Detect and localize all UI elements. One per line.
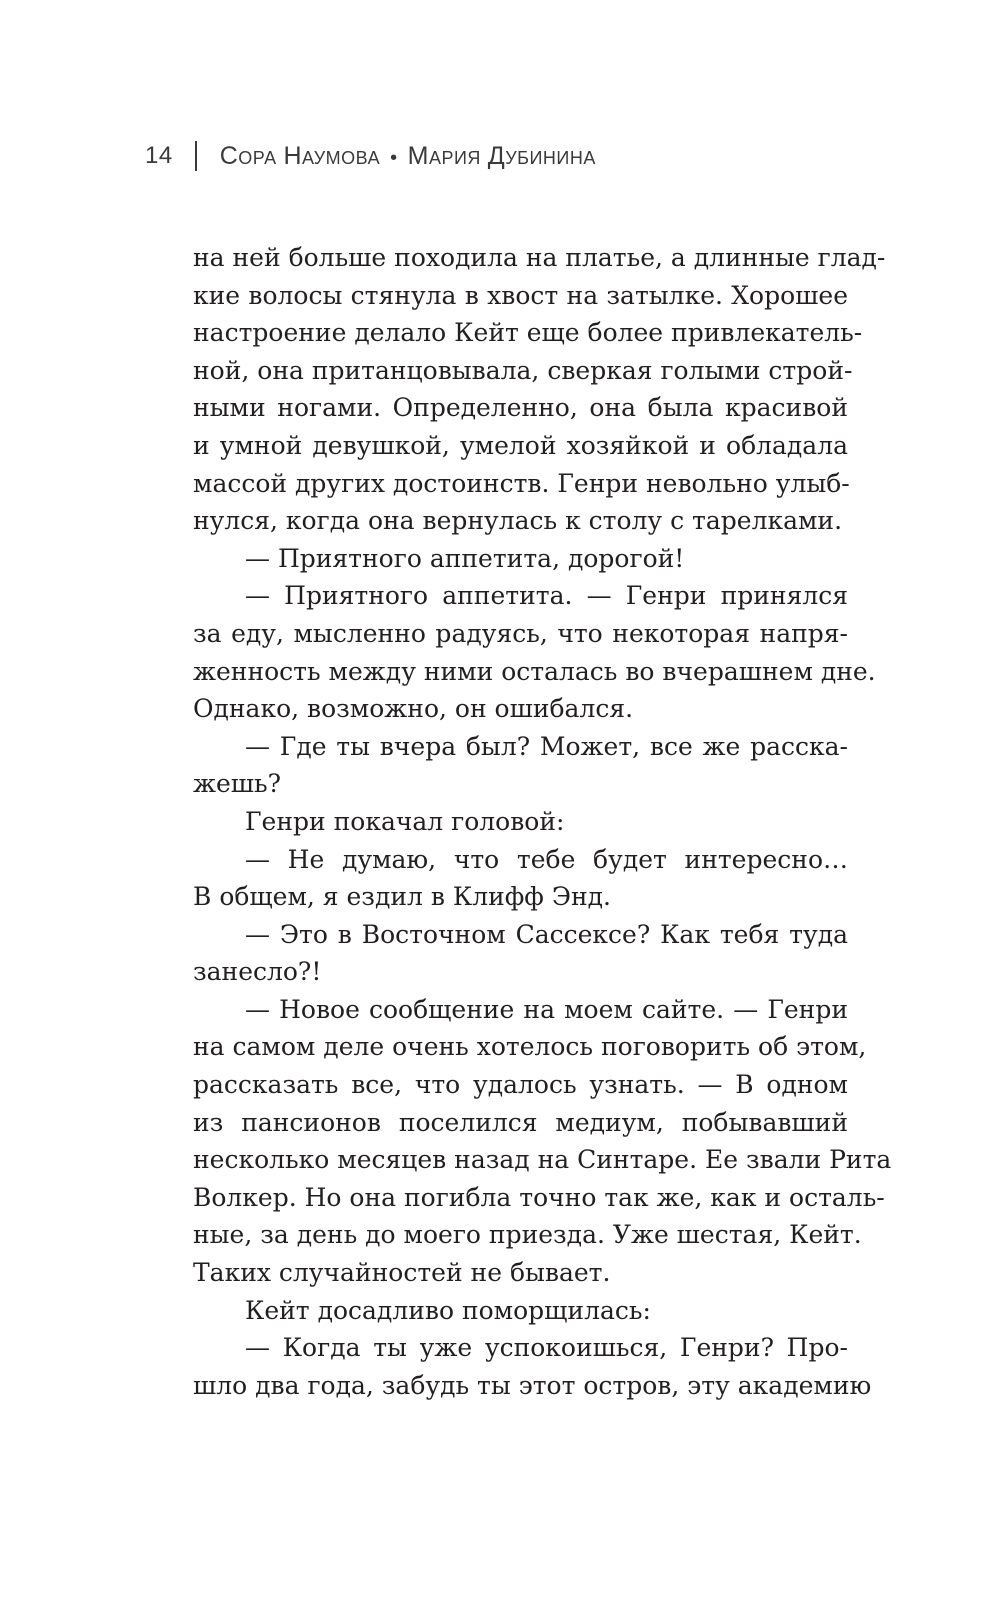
page-number: 14 xyxy=(145,142,173,169)
text-line: рассказать все, что удалось узнать. — В одном xyxy=(193,1070,848,1100)
text-line: — Новое сообщение на моем сайте. — Генри xyxy=(245,994,848,1024)
text-line: на самом деле очень хотелось поговорить об этом, xyxy=(193,1032,867,1062)
text-line: и умной девушкой, умелой хозяйкой и обладала xyxy=(193,430,848,460)
text-line: — Это в Восточном Сассексе? Как тебя туда xyxy=(245,919,848,949)
body-text xyxy=(193,239,892,1404)
text-line: — Приятного аппетита. — Генри принялся xyxy=(245,581,848,611)
text-line: за еду, мысленно радуясь, что некоторая напря- xyxy=(193,618,848,648)
author1-last-initial: Н xyxy=(283,141,303,170)
text-line: — Не думаю, что тебе будет интересно… xyxy=(245,844,848,874)
author2-first-rest: АРИЯ xyxy=(428,147,481,168)
author2-last-rest: УБИНИНА xyxy=(505,147,596,168)
header-authors xyxy=(220,142,596,171)
text-line: занесло?! xyxy=(193,957,322,987)
text-line: массой других достоинств. Генри невольно улыб- xyxy=(193,468,850,498)
header-divider xyxy=(195,141,197,171)
text-line: Кейт досадливо поморщилась: xyxy=(245,1295,651,1325)
text-line: нулся, когда она вернулась к столу с тарелками. xyxy=(193,506,843,536)
text-line: ными ногами. Определенно, она была красивой xyxy=(193,393,848,423)
author2-last-initial: Д xyxy=(487,141,506,170)
text-line: из пансионов поселился медиум, побывавший xyxy=(193,1107,848,1137)
text-line: — Где ты вчера был? Может, все же расска- xyxy=(245,731,848,761)
author2-first-initial: М xyxy=(407,141,429,170)
text-line: ные, за день до моего приезда. Уже шестая, Кейт. xyxy=(193,1220,862,1250)
author1-first-initial: С xyxy=(219,141,239,170)
text-line: Однако, возможно, он ошибался. xyxy=(193,694,634,724)
text-line: ной, она пританцовывала, сверкая голыми строй- xyxy=(193,355,853,385)
author-separator: • xyxy=(390,146,398,169)
text-line: жешь? xyxy=(193,769,282,799)
text-line: Генри покачал головой: xyxy=(245,806,565,836)
text-line: Таких случайностей не бывает. xyxy=(193,1258,611,1288)
text-line: на ней больше походила на платье, а длинные глад- xyxy=(193,243,886,272)
author1-last-rest: АУМОВА xyxy=(302,147,381,168)
text-line: женность между ними осталась во вчерашнем дне. xyxy=(193,656,876,686)
text-line: настроение делало Кейт еще более привлекатель- xyxy=(193,318,863,348)
running-header xyxy=(145,138,596,174)
text-line: — Приятного аппетита, дорогой! xyxy=(245,543,685,573)
author1-first-rest: ОРА xyxy=(238,147,277,168)
text-line: — Когда ты уже успокоишься, Генри? Про- xyxy=(245,1333,848,1363)
text-line: несколько месяцев назад на Синтаре. Ее звали Рита xyxy=(193,1145,892,1175)
text-line: Волкер. Но она погибла точно так же, как и осталь- xyxy=(193,1182,885,1212)
text-line: В общем, я ездил в Клифф Энд. xyxy=(193,882,611,912)
text-line: кие волосы стянула в хвост на затылке. Хорошее xyxy=(193,280,848,310)
text-line: шло два года, забудь ты этот остров, эту академию xyxy=(193,1370,872,1400)
